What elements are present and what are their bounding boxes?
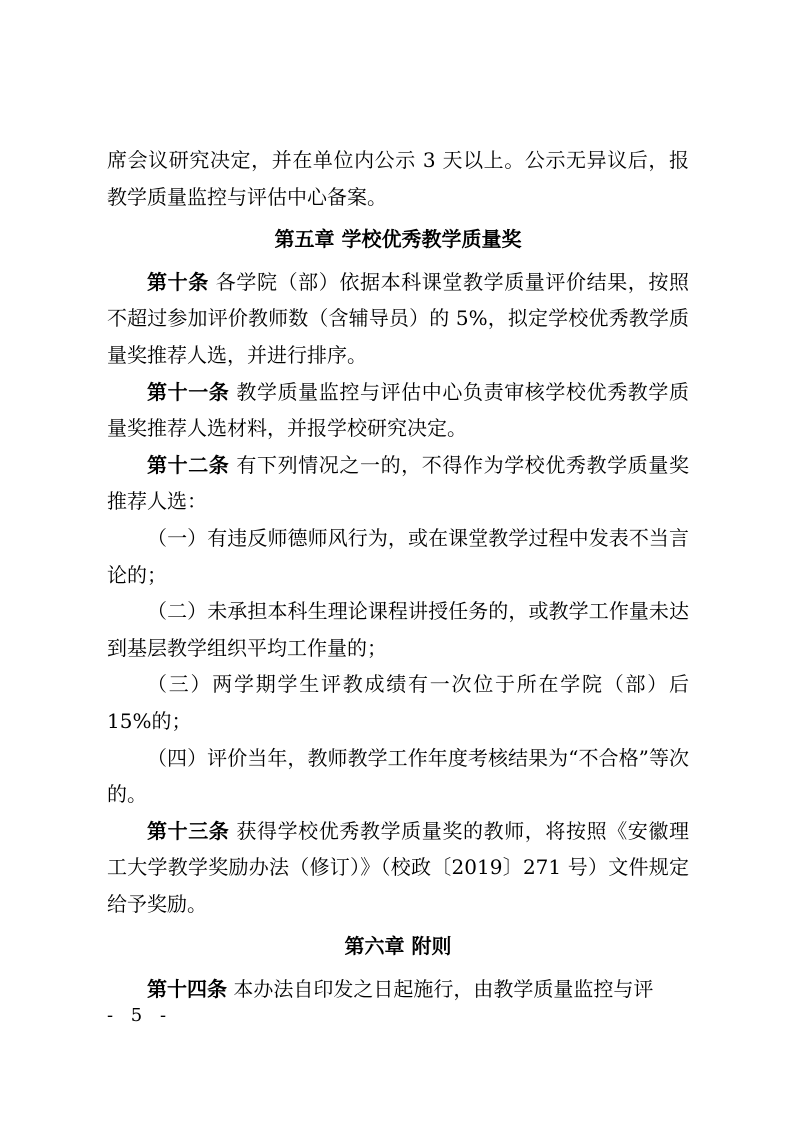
continuation-paragraph: 席会议研究决定，并在单位内公示 3 天以上。公示无异议后，报教学质量监控与评估中心备案。 — [107, 148, 689, 209]
article-12-item-2: （二）未承担本科生理论课程讲授任务的，或教学工作量未达到基层教学组织平均工作量的； — [107, 599, 689, 660]
article-12-label: 第十二条 — [147, 452, 230, 477]
document-body — [107, 142, 689, 1008]
article-14 — [107, 971, 689, 1008]
article-12-item-1: （一）有违反师德师风行为，或在课堂教学过程中发表不当言论的； — [107, 525, 689, 587]
article-12-item-4: （四）评价当年，教师教学工作年度考核结果为“不合格”等次的。 — [107, 745, 689, 807]
article-12 — [107, 447, 689, 520]
chapter-six-title: 第六章 附则 — [344, 934, 452, 959]
article-13-text: 获得学校优秀教学质量奖的教师，将按照《安徽理工大学教学奖励办法（修订）》（校政〔2019〕271 号）文件规定给予奖励。 — [107, 818, 690, 916]
article-12-text: 有下列情况之一的，不得作为学校优秀教学质量奖推荐人选： — [107, 452, 690, 514]
article-13 — [107, 813, 689, 923]
article-10-text: 各学院（部）依据本科课堂教学质量评价结果，按照不超过参加评价教师数（含辅导员）的 5%，拟定学校优秀教学质量奖推荐人选，并进行排序。 — [107, 269, 690, 367]
article-10 — [107, 264, 689, 374]
article-11-label: 第十一条 — [147, 379, 230, 404]
article-14-text: 本办法自印发之日起施行，由教学质量监控与评 — [233, 977, 654, 1002]
article-10-label: 第十条 — [147, 269, 209, 294]
article-13-label: 第十三条 — [147, 818, 230, 843]
article-11-text: 教学质量监控与评估中心负责审核学校优秀教学质量奖推荐人选材料，并报学校研究决定。 — [107, 379, 690, 441]
page-number: - 5 - — [107, 1005, 173, 1026]
article-12-item-3: （三）两学期学生评教成绩有一次位于所在学院（部）后 15%的； — [107, 672, 689, 733]
article-11 — [107, 374, 689, 447]
article-14-label: 第十四条 — [147, 977, 227, 1002]
chapter-five-title: 第五章 学校优秀教学质量奖 — [274, 227, 522, 252]
